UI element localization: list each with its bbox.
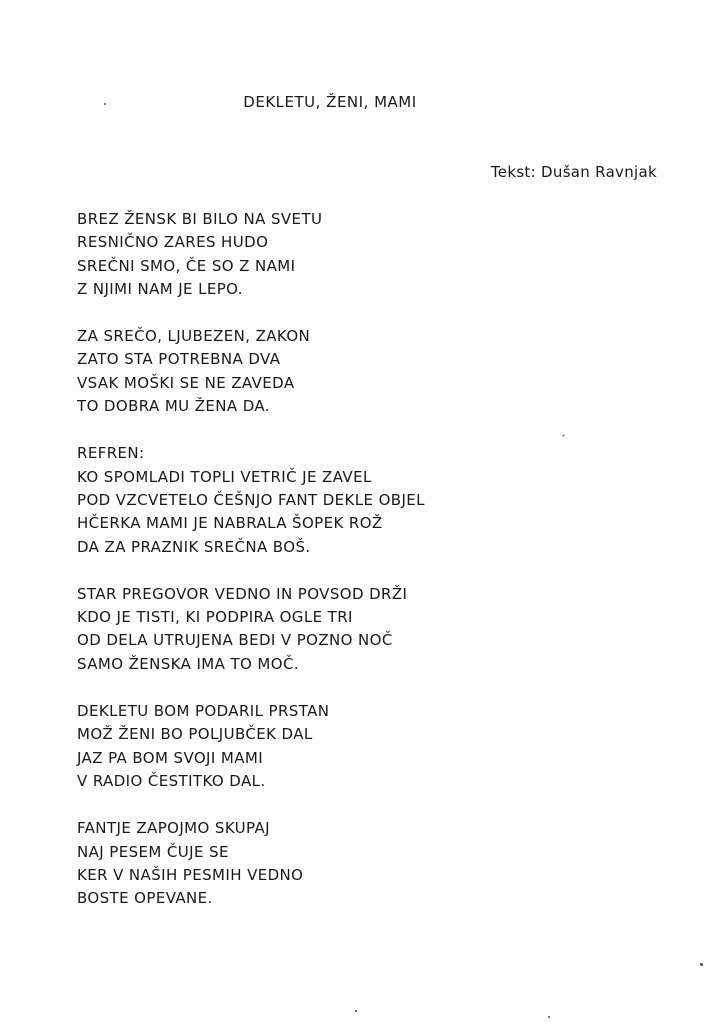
- poem-line: KO SPOMLADI TOPLI VETRIČ JE ZAVEL: [77, 467, 372, 486]
- poem-line: KDO JE TISTI, KI PODPIRA OGLE TRI: [77, 608, 353, 627]
- poem-line: SREČNI SMO, ČE SO Z NAMI: [77, 256, 296, 275]
- poem-line: BREZ ŽENSK BI BILO NA SVETU: [77, 210, 323, 228]
- scan-speck: [548, 1016, 550, 1018]
- poem-title: DEKLETU, ŽENI, MAMI: [243, 93, 417, 111]
- poem-line: OD DELA UTRUJENA BEDI V POZNO NOČ: [77, 631, 393, 650]
- poem-line: BOSTE OPEVANE.: [77, 889, 213, 908]
- poem-line: VSAK MOŠKI SE NE ZAVEDA: [77, 373, 295, 392]
- poem-line: POD VZCVETELO ČEŠNJO FANT DEKLE OBJEL: [77, 490, 425, 509]
- poem-line: DA ZA PRAZNIK SREČNA BOŠ.: [77, 537, 311, 556]
- poem-line: SAMO ŽENSKA IMA TO MOČ.: [77, 654, 299, 673]
- scan-speck: [104, 103, 106, 105]
- poem-body: [77, 208, 677, 934]
- stanza: [77, 817, 677, 910]
- poem-line: KER V NAŠIH PESMIH VEDNO: [77, 865, 304, 884]
- poem-line: HČERKA MAMI JE NABRALA ŠOPEK ROŽ: [77, 514, 383, 533]
- author-credit: Tekst: Dušan Ravnjak: [490, 163, 657, 181]
- stanza: [77, 442, 677, 558]
- poem-line: V RADIO ČESTITKO DAL.: [77, 771, 266, 790]
- poem-line: Z NJIMI NAM JE LEPO.: [77, 279, 243, 298]
- stanza: [77, 583, 677, 676]
- poem-line: DEKLETU BOM PODARIL PRSTAN: [77, 702, 330, 721]
- poem-line: TO DOBRA MU ŽENA DA.: [77, 397, 270, 416]
- poem-line: REFREN:: [77, 444, 145, 463]
- stanza: [77, 208, 677, 301]
- poem-line: STAR PREGOVOR VEDNO IN POVSOD DRŽI: [77, 584, 408, 603]
- poem-line: NAJ PESEM ČUJE SE: [77, 842, 229, 861]
- poem-line: RESNIČNO ZARES HUDO: [77, 233, 269, 252]
- scan-speck: [355, 1010, 357, 1012]
- stanza: [77, 700, 677, 793]
- poem-line: ZA SREČO, LJUBEZEN, ZAKON: [77, 327, 311, 346]
- poem-line: MOŽ ŽENI BO POLJUBČEK DAL: [77, 725, 313, 744]
- poem-line: FANTJE ZAPOJMO SKUPAJ: [77, 819, 270, 838]
- stanza: [77, 325, 677, 418]
- scan-speck: [700, 963, 703, 966]
- poem-line: JAZ PA BOM SVOJI MAMI: [77, 748, 264, 767]
- poem-line: ZATO STA POTREBNA DVA: [77, 350, 281, 369]
